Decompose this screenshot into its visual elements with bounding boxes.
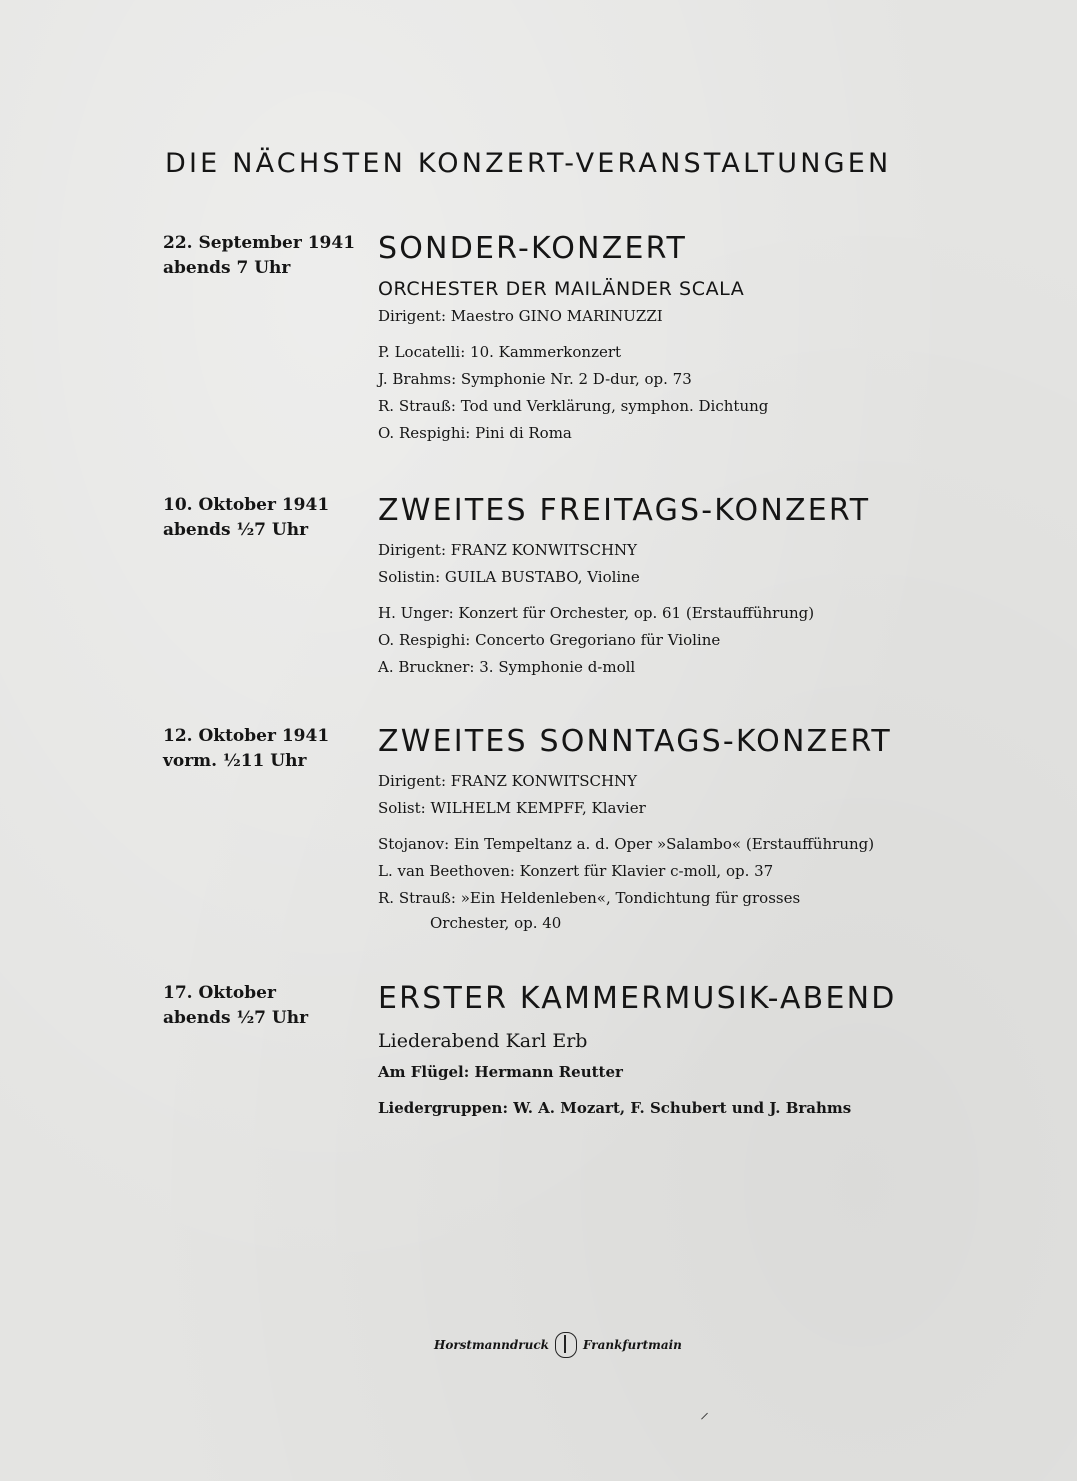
- event-date-day: 10. Oktober 1941: [163, 495, 330, 515]
- printer-imprint: [434, 1332, 682, 1358]
- event-date-day: 12. Oktober 1941: [163, 726, 330, 746]
- program-item: O. Respighi: Pini di Roma: [378, 424, 572, 442]
- event-date-time: vorm. ½11 Uhr: [163, 751, 307, 771]
- event-date: [163, 981, 308, 1031]
- program-item: R. Strauß: »Ein Heldenleben«, Tondichtung für grosses: [378, 889, 801, 907]
- program-item: Stojanov: Ein Tempeltanz a. d. Oper »Salambo« (Erstaufführung): [378, 835, 875, 853]
- event-title: ZWEITES FREITAGS-KONZERT: [378, 493, 871, 528]
- event-subtitle: Liederabend Karl Erb: [378, 1030, 588, 1052]
- event-title: ERSTER KAMMERMUSIK-ABEND: [378, 981, 897, 1016]
- program-item: R. Strauß: Tod und Verklärung, symphon. Dichtung: [378, 397, 769, 415]
- event-soloist: Solist: WILHELM KEMPFF, Klavier: [378, 799, 646, 817]
- printer-city: Frankfurtmain: [582, 1338, 682, 1352]
- program-item: L. van Beethoven: Konzert für Klavier c-moll, op. 37: [378, 862, 774, 880]
- event-content: [378, 981, 938, 1123]
- event-conductor: Dirigent: FRANZ KONWITSCHNY: [378, 541, 638, 559]
- event-date-time: abends ½7 Uhr: [163, 520, 309, 540]
- program-item-continuation: Orchester, op. 40: [430, 914, 562, 932]
- event-orchestra: ORCHESTER DER MAILÄNDER SCALA: [378, 278, 745, 300]
- event-date-day: 22. September 1941: [163, 233, 356, 253]
- event-date: [163, 493, 329, 543]
- program-item: Liedergruppen: W. A. Mozart, F. Schubert und J. Brahms: [378, 1099, 852, 1117]
- event-soloist: Solistin: GUILA BUSTABO, Violine: [378, 568, 640, 586]
- event-date-day: 17. Oktober: [163, 983, 276, 1003]
- printer-name: Horstmanndruck: [434, 1338, 549, 1352]
- program-item: A. Bruckner: 3. Symphonie d-moll: [378, 658, 636, 676]
- event-content: [378, 724, 938, 934]
- program-item: H. Unger: Konzert für Orchester, op. 61 (Erstaufführung): [378, 604, 815, 622]
- page-title: DIE NÄCHSTEN KONZERT-VERANSTALTUNGEN: [165, 148, 892, 179]
- event-title: ZWEITES SONNTAGS-KONZERT: [378, 724, 892, 759]
- event-conductor: Dirigent: Maestro GINO MARINUZZI: [378, 307, 663, 325]
- event-date-time: abends ½7 Uhr: [163, 1008, 309, 1028]
- program-item: O. Respighi: Concerto Gregoriano für Violine: [378, 631, 721, 649]
- event-date-time: abends 7 Uhr: [163, 258, 291, 278]
- event-content: [378, 493, 938, 681]
- program-item: J. Brahms: Symphonie Nr. 2 D-dur, op. 73: [378, 370, 692, 388]
- event-title: SONDER-KONZERT: [378, 231, 687, 266]
- event-accompanist: Am Flügel: Hermann Reutter: [378, 1063, 623, 1081]
- program-item: P. Locatelli: 10. Kammerkonzert: [378, 343, 622, 361]
- printer-logo-icon: [555, 1332, 577, 1358]
- event-conductor: Dirigent: FRANZ KONWITSCHNY: [378, 772, 638, 790]
- event-date: [163, 231, 355, 281]
- event-content: [378, 231, 938, 447]
- event-date: [163, 724, 329, 774]
- pencil-mark-icon: ⸝: [700, 1402, 709, 1423]
